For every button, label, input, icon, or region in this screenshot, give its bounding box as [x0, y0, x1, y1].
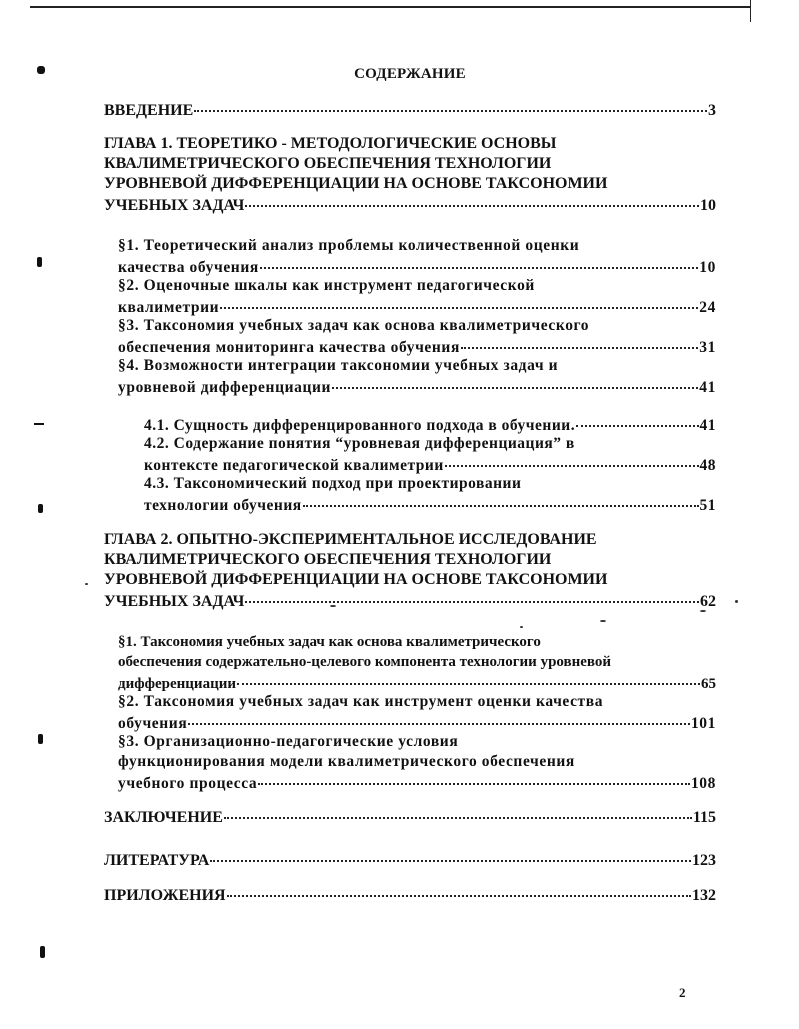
dot-leader: [303, 491, 699, 507]
toc-entry-ch1-section-2[interactable]: [118, 276, 716, 318]
toc-entry-line: §1. Теоретический анализ проблемы количественной оценки: [118, 237, 580, 254]
scan-artifact: [38, 504, 43, 513]
toc-entry-line: УРОВНЕВОЙ ДИФФЕРЕНЦИАЦИИ НА ОСНОВЕ ТАКСОНОМИИ: [104, 571, 608, 588]
toc-entry-line: обеспечения содержательно-целевого компонента технологии уровневой: [118, 654, 612, 670]
toc-entry-line: УРОВНЕВОЙ ДИФФЕРЕНЦИАЦИИ НА ОСНОВЕ ТАКСОНОМИИ: [104, 175, 608, 192]
toc-entry-ch1-section-1[interactable]: [118, 236, 716, 278]
toc-entry-conclusion[interactable]: [104, 806, 716, 828]
toc-page-number: 10: [699, 259, 716, 276]
dot-leader: [260, 253, 698, 269]
toc-page-number: 108: [690, 775, 716, 792]
dot-leader: [220, 293, 698, 309]
toc-page-number: 31: [699, 339, 716, 356]
scan-artifact: [34, 423, 44, 425]
toc-entry-introduction[interactable]: [104, 99, 716, 121]
page-title: СОДЕРЖАНИЕ: [354, 66, 466, 82]
toc-entry-label: дифференциации: [118, 676, 237, 692]
toc-entry-label: обучения: [118, 715, 188, 732]
scan-speck: [85, 583, 88, 585]
toc-entry-label: учебного процесса: [118, 775, 258, 792]
toc-page-number: 123: [692, 852, 716, 869]
toc-entry-label: ВВЕДЕНИЕ: [104, 102, 194, 119]
dot-leader: [194, 96, 707, 112]
dot-leader: [576, 411, 698, 427]
toc-entry-label: УЧЕБНЫХ ЗАДАЧ: [104, 197, 245, 214]
toc-entry-chapter-1[interactable]: [104, 134, 716, 216]
dot-leader: [245, 191, 699, 207]
toc-entry-ch1-section-4[interactable]: [118, 356, 716, 398]
toc-page-number: 10: [700, 197, 716, 214]
toc-entry-literature[interactable]: [104, 849, 716, 871]
dot-leader: [461, 333, 698, 349]
toc-entry-label: обеспечения мониторинга качества обучения: [118, 339, 460, 356]
toc-page-number: 132: [692, 887, 716, 904]
toc-entry-label: ЗАКЛЮЧЕНИЕ: [104, 809, 223, 826]
scan-artifact: [40, 946, 45, 958]
toc-entry-ch1-section-3[interactable]: [118, 316, 716, 358]
toc-entry-label: 4.1. Сущность дифференцированного подхода в обучении.: [144, 417, 576, 434]
toc-entry-ch2-section-1[interactable]: [118, 632, 716, 694]
toc-entry-ch2-section-3[interactable]: [118, 732, 716, 794]
dot-leader: [445, 451, 699, 467]
toc-entry-label: ЛИТЕРАТУРА: [104, 852, 210, 869]
toc-entry-appendices[interactable]: [104, 884, 716, 906]
toc-entry-line: ГЛАВА 2. ОПЫТНО-ЭКСПЕРИМЕНТАЛЬНОЕ ИССЛЕДОВАНИЕ: [104, 531, 597, 548]
scan-artifact: [37, 257, 42, 267]
scan-speck: [520, 626, 523, 628]
dot-leader: [227, 881, 691, 897]
toc-entry-label: уровневой дифференциации: [118, 379, 332, 396]
toc-page-number: 65: [701, 676, 716, 692]
toc-entry-line: 4.2. Содержание понятия “уровневая дифференциация” в: [144, 435, 575, 452]
toc-page-number: 48: [699, 457, 716, 474]
toc-page-number: 3: [708, 102, 716, 119]
page-number: 2: [679, 985, 686, 1000]
toc-entry-line: §3. Таксономия учебных задач как основа квалиметрического: [118, 317, 590, 334]
dot-leader: [237, 669, 700, 685]
toc-page-number: 24: [699, 299, 716, 316]
scan-speck: [735, 600, 738, 603]
scan-border-right: [750, 0, 751, 22]
toc-entry-ch1-subsection-4-2[interactable]: [144, 434, 716, 476]
dot-leader: [210, 846, 691, 862]
toc-entry-line: функционирования модели квалиметрического обеспечения: [118, 753, 575, 770]
dot-leader: [188, 709, 690, 725]
toc-page-number: 62: [700, 593, 716, 610]
toc-entry-line: §3. Организационно-педагогические условия: [118, 733, 459, 750]
toc-entry-chapter-2[interactable]: [104, 530, 716, 612]
scan-speck: [600, 620, 606, 622]
toc-entry-ch1-subsection-4-3[interactable]: [144, 474, 716, 516]
toc-entry-label: технологии обучения: [144, 497, 302, 514]
toc-page-number: 51: [699, 497, 716, 514]
dot-leader: [332, 373, 698, 389]
toc-entry-label: квалиметрии: [118, 299, 220, 316]
toc-entry-line: §4. Возможности интеграции таксономии учебных задач и: [118, 357, 559, 374]
toc-entry-ch1-subsection-4-1[interactable]: [144, 414, 716, 436]
toc-entry-line: §2. Оценочные шкалы как инструмент педагогической: [118, 277, 535, 294]
toc-entry-line: ГЛАВА 1. ТЕОРЕТИКО - МЕТОДОЛОГИЧЕСКИЕ ОСНОВЫ: [104, 135, 557, 152]
toc-entry-line: §2. Таксономия учебных задач как инструмент оценки качества: [118, 693, 604, 710]
dot-leader: [258, 769, 690, 785]
toc-page-number: 41: [699, 417, 716, 434]
dot-leader: [224, 803, 692, 819]
toc-entry-ch2-section-2[interactable]: [118, 692, 716, 734]
toc-page-number: 41: [699, 379, 716, 396]
toc-entry-line: §1. Таксономия учебных задач как основа квалиметрического: [118, 634, 541, 650]
toc-entry-label: качества обучения: [118, 259, 259, 276]
toc-entry-label: ПРИЛОЖЕНИЯ: [104, 887, 226, 904]
toc-entry-line: КВАЛИМЕТРИЧЕСКОГО ОБЕСПЕЧЕНИЯ ТЕХНОЛОГИИ: [104, 551, 552, 568]
toc-entry-label: УЧЕБНЫХ ЗАДАЧ: [104, 593, 245, 610]
toc-entry-label: контексте педагогической квалиметрии: [144, 457, 444, 474]
scan-artifact: [38, 734, 43, 744]
toc-page-number: 115: [692, 809, 716, 826]
scan-border-top: [30, 6, 750, 8]
toc-page-number: 101: [690, 715, 716, 732]
toc-entry-line: 4.3. Таксономический подход при проектировании: [144, 475, 522, 492]
toc-entry-line: КВАЛИМЕТРИЧЕСКОГО ОБЕСПЕЧЕНИЯ ТЕХНОЛОГИИ: [104, 155, 552, 172]
dot-leader: [245, 587, 699, 603]
